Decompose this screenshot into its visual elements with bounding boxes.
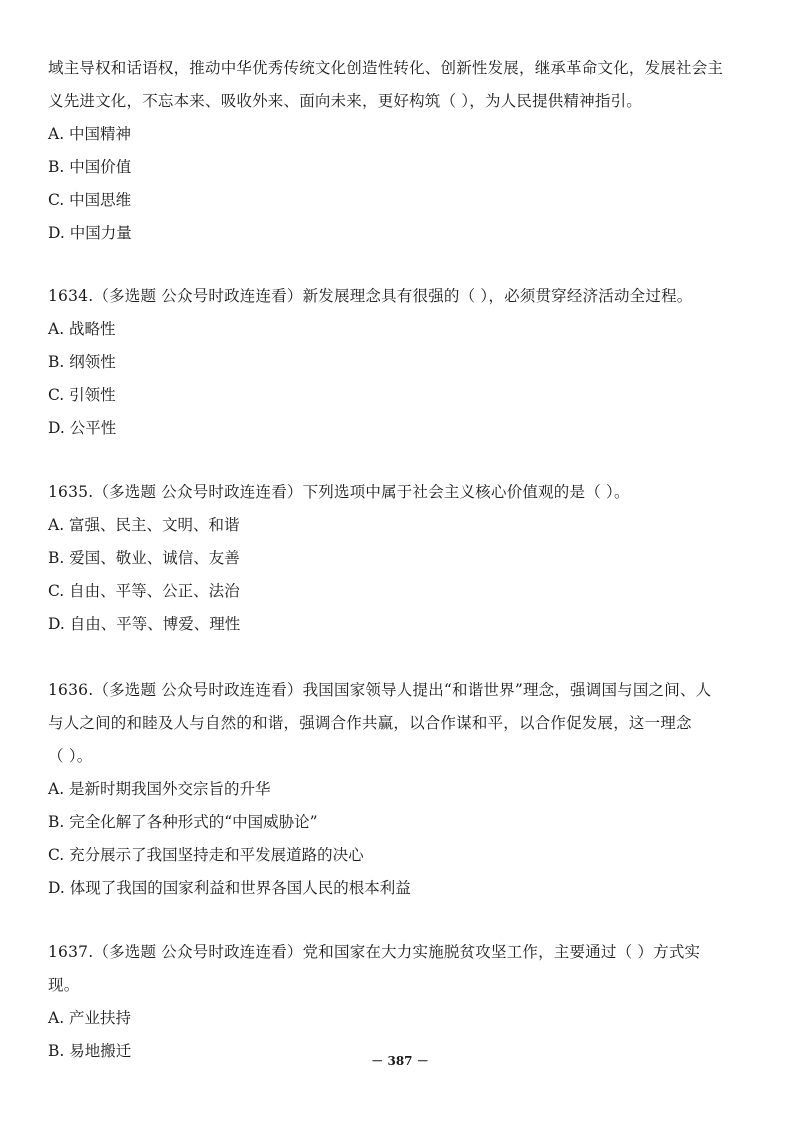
question-1637 xyxy=(48,936,760,1068)
question-text-line: 1634.（多选题 公众号时政连连看）新发展理念具有很强的（ ），必须贯穿经济活动全过程。 xyxy=(48,287,693,305)
option-d: D. 自由、平等、博爱、理性 xyxy=(48,615,241,633)
question-text-line: 1637.（多选题 公众号时政连连看）党和国家在大力实施脱贫攻坚工作，主要通过（ ）方式实 xyxy=(48,943,701,961)
option-a: A. 战略性 xyxy=(48,320,116,338)
question-text-line: 域主导权和话语权，推动中华优秀传统文化创造性转化、创新性发展，继承革命文化，发展社会主 xyxy=(48,59,724,77)
option-b: B. 易地搬迁 xyxy=(48,1042,132,1060)
page-number: － 387 － xyxy=(371,1054,429,1068)
question-1636 xyxy=(48,674,760,905)
question-text-line: 1635.（多选题 公众号时政连连看）下列选项中属于社会主义核心价值观的是（ ）。 xyxy=(48,483,630,501)
option-a: A. 产业扶持 xyxy=(48,1009,132,1027)
option-b: B. 中国价值 xyxy=(48,158,132,176)
option-c: C. 充分展示了我国坚持走和平发展道路的决心 xyxy=(48,846,364,864)
question-1634 xyxy=(48,280,760,445)
question-1635 xyxy=(48,476,760,641)
option-a: A. 中国精神 xyxy=(48,125,132,143)
option-b: B. 完全化解了各种形式的“中国威胁论” xyxy=(48,813,318,831)
question-text-line: 现。 xyxy=(48,976,80,994)
question-text-line: 与人之间的和睦及人与自然的和谐，强调合作共赢，以合作谋和平，以合作促发展，这一理念 xyxy=(48,714,692,732)
option-d: D. 体现了我国的国家利益和世界各国人民的根本利益 xyxy=(48,879,411,897)
question-text-line: 义先进文化，不忘本来、吸收外来、面向未来，更好构筑（ ），为人民提供精神指引。 xyxy=(48,92,642,110)
option-c: C. 中国思维 xyxy=(48,191,132,209)
question-text-line: （ ）。 xyxy=(48,747,93,765)
option-a: A. 富强、民主、文明、和谐 xyxy=(48,516,240,534)
option-b: B. 爱国、敬业、诚信、友善 xyxy=(48,549,240,567)
option-b: B. 纲领性 xyxy=(48,353,116,371)
question-text-line: 1636.（多选题 公众号时政连连看）我国国家领导人提出“和谐世界”理念，强调国与国之间、人 xyxy=(48,681,712,699)
question-continuation xyxy=(48,52,760,250)
option-d: D. 中国力量 xyxy=(48,224,132,242)
option-c: C. 引领性 xyxy=(48,386,116,404)
option-d: D. 公平性 xyxy=(48,419,117,437)
option-c: C. 自由、平等、公正、法治 xyxy=(48,582,240,600)
option-a: A. 是新时期我国外交宗旨的升华 xyxy=(48,780,271,798)
